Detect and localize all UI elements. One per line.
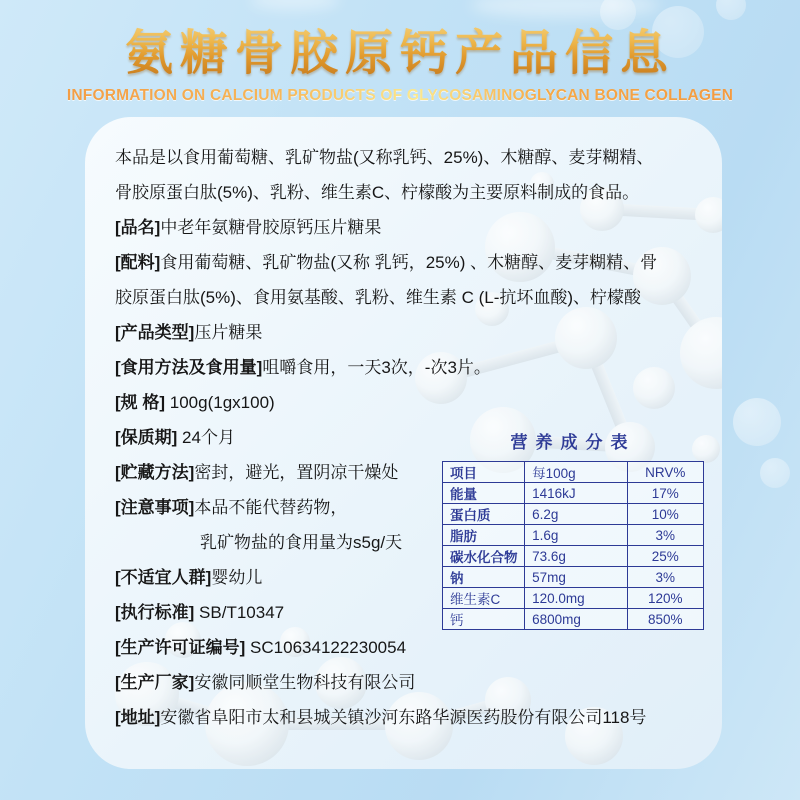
nutrition-row-carbohydrate: 碳水化合物 73.6g 25% [443, 546, 704, 567]
molecule-sphere [760, 458, 790, 488]
nutrition-header-nrv: NRV% [627, 462, 704, 483]
info-line-product-type: [产品类型]压片糖果 [115, 323, 263, 342]
nutrition-row-energy: 能量 1416kJ 17% [443, 483, 704, 504]
info-line-usage: [食用方法及食用量]咀嚼食用，一天3次，-次3片。 [115, 358, 491, 377]
header [0, 0, 800, 105]
info-line-address: [地址]安徽省阜阳市太和县城关镇沙河东路华源医药股份有限公司118号 [115, 708, 647, 727]
nutrition-row-vitamin-c: 维生素C 120.0mg 120% [443, 588, 704, 609]
nutrition-row-calcium: 钙 6800mg 850% [443, 609, 704, 630]
molecule-sphere [733, 398, 781, 446]
info-line-standard: [执行标准] SB/T10347 [115, 603, 285, 622]
nutrition-header-per100g: 每100g [525, 462, 627, 483]
info-line: 骨胶原蛋白肽(5%)、乳粉、维生素C、柠檬酸为主要原料制成的食品。 [115, 183, 640, 202]
info-line-unsuitable: [不适宜人群]婴幼儿 [115, 568, 263, 587]
info-line-storage: [贮藏方法]密封，避光，置阴凉干燥处 [115, 463, 399, 482]
info-line-license: [生产许可证编号] SC10634122230054 [115, 638, 407, 657]
nutrition-table-title: 营养成分表 [510, 433, 636, 452]
info-line-caution-cont: 乳矿物盐的食用量为s5g/天 [200, 533, 403, 552]
info-line: 本品是以食用葡萄糖、乳矿物盐(又称乳钙、25%)、木糖醇、麦芽糊精、 [115, 148, 654, 167]
nutrition-header-item: 项目 [443, 462, 525, 483]
info-line-manufacturer: [生产厂家]安徽同顺堂生物科技有限公司 [115, 673, 416, 692]
page-title: 氨糖骨胶原钙产品信息 [0, 14, 800, 83]
nutrition-facts [442, 428, 704, 630]
info-line-shelf-life: [保质期] 24个月 [115, 428, 235, 447]
info-line-product-name: [品名]中老年氨糖骨胶原钙压片糖果 [115, 218, 382, 237]
nutrition-header-row [443, 462, 704, 483]
info-line-spec: [规 格] 100g(1gx100) [115, 393, 275, 412]
page-subtitle: INFORMATION ON CALCIUM PRODUCTS OF GLYCOSAMINOGLYCAN BONE COLLAGEN [0, 87, 800, 105]
nutrition-row-protein: 蛋白质 6.2g 10% [443, 504, 704, 525]
info-panel [85, 117, 722, 769]
info-line: 胶原蛋白肽(5%)、食用氨基酸、乳粉、维生素 C (L-抗坏血酸)、柠檬酸 [115, 288, 642, 307]
info-line-ingredients: [配料]食用葡萄糖、乳矿物盐(又称 乳钙，25%) 、木糖醇、麦芽糊精、骨 [115, 253, 658, 272]
nutrition-row-fat: 脂肪 1.6g 3% [443, 525, 704, 546]
nutrition-table [442, 461, 704, 630]
nutrition-row-sodium: 钠 57mg 3% [443, 567, 704, 588]
info-line-caution: [注意事项]本品不能代替药物， [115, 498, 348, 517]
